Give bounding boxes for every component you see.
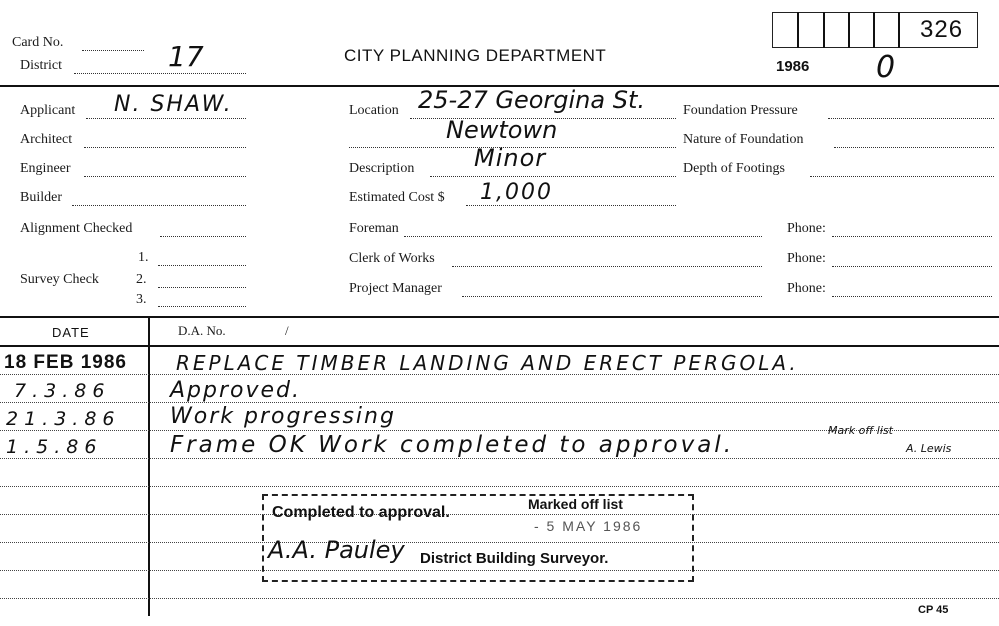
builder-label: Builder [20, 190, 62, 205]
survey-3-dots [158, 306, 246, 307]
card-no-dots [82, 50, 144, 51]
estimated-cost-label: Estimated Cost $ [349, 190, 445, 205]
log-top-border [0, 316, 999, 318]
engineer-dots [84, 176, 246, 177]
foundation-pressure-dots [828, 118, 994, 119]
phone-dots-1 [832, 236, 992, 237]
stamp-marked: Marked off list [528, 496, 623, 512]
nature-foundation-label: Nature of Foundation [683, 132, 804, 147]
engineer-label: Engineer [20, 161, 71, 176]
entry-text-3: Work progressing [170, 404, 396, 429]
location-value: 25-27 Georgina St. [418, 86, 646, 114]
department-title: CITY PLANNING DEPARTMENT [344, 46, 607, 65]
entry-date-2: 7.3.86 [14, 380, 111, 402]
stamp-signature: A.A. Pauley [268, 536, 405, 564]
builder-dots [72, 205, 246, 206]
description-value: Minor [474, 144, 547, 172]
survey-1-dots [158, 265, 246, 266]
survey-check-label: Survey Check [20, 272, 99, 287]
margin-note-2: A. Lewis [906, 442, 952, 455]
cost-value: 1,000 [480, 180, 553, 205]
pm-dots [462, 296, 762, 297]
da-no-label: D.A. No. [178, 323, 226, 338]
phone-label-foreman: Phone: [787, 221, 826, 236]
number-box-divider [898, 12, 900, 48]
location-label: Location [349, 103, 399, 118]
cost-dots [466, 205, 676, 206]
alignment-label: Alignment Checked [20, 221, 133, 236]
phone-dots-3 [832, 296, 992, 297]
foundation-pressure-label: Foundation Pressure [683, 103, 798, 118]
log-row-line [0, 486, 999, 487]
depth-footings-dots [810, 176, 994, 177]
number-box-divider [797, 12, 799, 48]
phone-label-pm: Phone: [787, 281, 826, 296]
survey-2: 2. [136, 272, 147, 287]
log-row-line [0, 458, 999, 459]
circled-mark: 0 [876, 50, 896, 85]
stamp-completed: Completed to approval. [272, 504, 450, 521]
phone-label-clerk: Phone: [787, 251, 826, 266]
log-header-border [0, 345, 999, 347]
card-number: 326 [920, 16, 964, 43]
description-label: Description [349, 161, 415, 176]
district-dots [74, 73, 246, 74]
year: 1986 [776, 58, 810, 75]
number-box-divider [823, 12, 825, 48]
date-column-divider [148, 316, 150, 616]
survey-1: 1. [138, 250, 149, 265]
applicant-value: N. SHAW. [114, 92, 233, 117]
phone-dots-2 [832, 266, 992, 267]
clerk-label: Clerk of Works [349, 251, 435, 266]
applicant-label: Applicant [20, 103, 76, 118]
number-box-divider [873, 12, 875, 48]
project-manager-label: Project Manager [349, 281, 442, 296]
log-row-line [0, 598, 999, 599]
number-box-divider [848, 12, 850, 48]
entry-date-4: 1.5.86 [6, 436, 103, 458]
architect-dots [84, 147, 246, 148]
entry-text-2: Approved. [170, 378, 301, 403]
entry-date-3: 21.3.86 [6, 408, 121, 430]
entry-text-1: REPLACE TIMBER LANDING AND ERECT PERGOLA. [176, 351, 799, 375]
applicant-dots [86, 118, 246, 119]
survey-2-dots [158, 287, 246, 288]
survey-3: 3. [136, 292, 147, 307]
date-header: DATE [52, 325, 90, 340]
district-value: 17 [168, 40, 204, 73]
location-value-2: Newtown [446, 116, 558, 144]
architect-label: Architect [20, 132, 73, 147]
stamp-title: District Building Surveyor. [420, 550, 609, 567]
depth-footings-label: Depth of Footings [683, 161, 785, 176]
clerk-dots [452, 266, 762, 267]
nature-foundation-dots [834, 147, 994, 148]
log-row-line [0, 402, 999, 403]
foreman-label: Foreman [349, 221, 399, 236]
margin-note-1: Mark off list [828, 424, 893, 437]
card-no-label: Card No. [12, 35, 64, 50]
entry-date-1: 18 FEB 1986 [4, 352, 127, 373]
entry-text-4: Frame OK Work completed to approval. [170, 432, 735, 458]
district-label: District [20, 58, 62, 73]
form-code: CP 45 [918, 604, 949, 616]
da-no-value: / [285, 323, 289, 338]
stamp-date: - 5 MAY 1986 [534, 518, 643, 534]
description-dots [430, 176, 676, 177]
foreman-dots [404, 236, 762, 237]
alignment-dots [160, 236, 246, 237]
